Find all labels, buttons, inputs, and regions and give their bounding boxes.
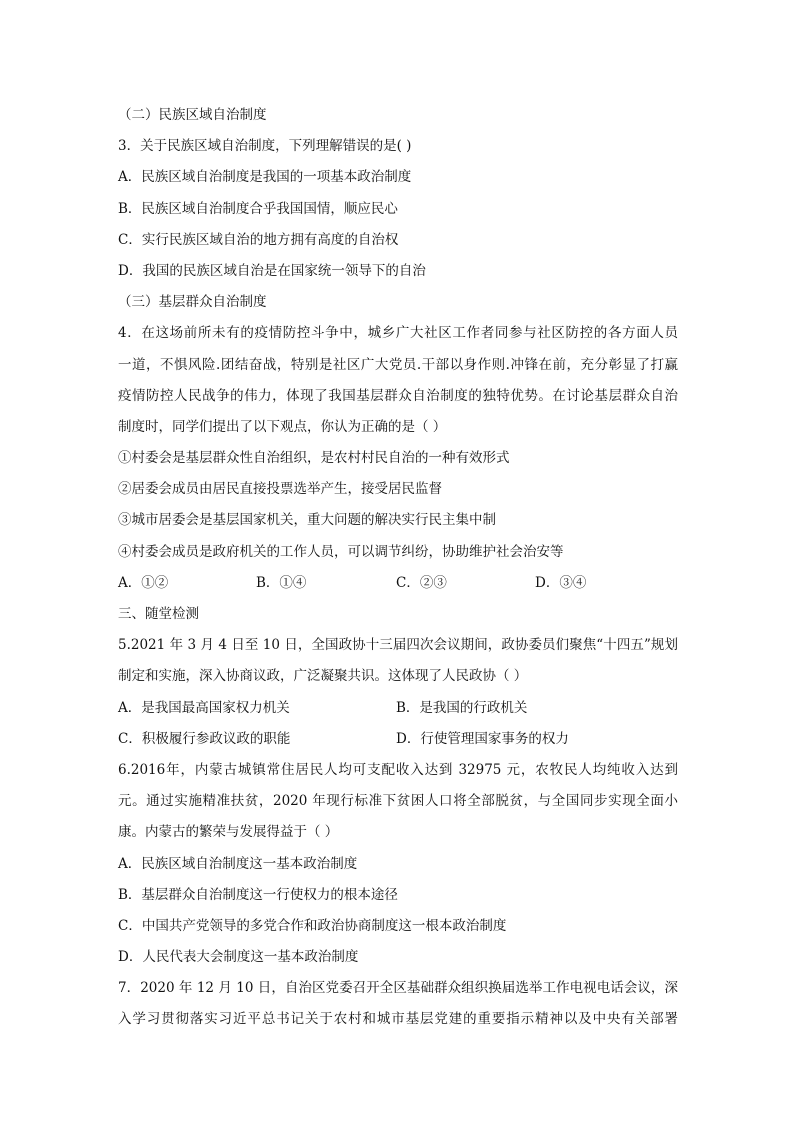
question-3-option-d: D．我国的民族区域自治是在国家统一领导下的自治 <box>118 262 426 279</box>
question-4-stem-line: 一道，不惧风险.团结奋战，特别是社区广大党员.干部以身作则.冲锋在前，充分彰显了打赢 <box>118 356 678 373</box>
question-7-stem-line: 7．2020 年 12 月 10 日，自治区党委召开全区基础群众组织换届选举工作电视电话会议，深 <box>118 980 678 997</box>
question-4-option-c: C．②③ <box>396 574 447 591</box>
question-3-stem: 3．关于民族区域自治制度，下列理解错误的是( ) <box>118 138 412 155</box>
question-4-stem-line: 疫情防控人民战争的伟力，体现了我国基层群众自治制度的独特优势。在讨论基层群众自治 <box>118 387 678 404</box>
question-4-stem-line: 制度时，同学们提出了以下观点，你认为正确的是（ ） <box>118 418 447 435</box>
question-4-option-d: D．③④ <box>535 574 587 591</box>
question-4-statement: ④村委会成员是政府机关的工作人员，可以调节纠纷，协助维护社会治安等 <box>118 543 564 560</box>
question-5-options-row <box>118 724 678 755</box>
question-6-stem-line: 康。内蒙古的繁荣与发展得益于（ ） <box>118 824 339 841</box>
question-7-stem-line: 入学习贯彻落实习近平总书记关于农村和城市基层党建的重要指示精神以及中央有关部署 <box>118 1011 678 1028</box>
section-heading: （二）民族区域自治制度 <box>118 107 267 123</box>
question-5-stem-line: 制定和实施，深入协商议政，广泛凝聚共识。这体现了人民政协（ ） <box>118 668 528 685</box>
question-5-stem-line: 5.2021 年 3 月 4 日至 10 日，全国政协十三届四次会议期间，政协委员们聚焦“十四五”规划 <box>118 637 678 654</box>
question-3-option-a: A．民族区域自治制度是我国的一项基本政治制度 <box>118 169 412 186</box>
question-5-option-a: A．是我国最高国家权力机关 <box>118 699 290 716</box>
question-3-option-b: B．民族区域自治制度合乎我国国情，顺应民心 <box>118 200 398 217</box>
question-4-options <box>118 568 678 599</box>
question-4-statement: ①村委会是基层群众性自治组织，是农村村民自治的一种有效形式 <box>118 450 510 467</box>
question-4-stem-line: 4．在这场前所未有的疫情防控斗争中，城乡广大社区工作者同参与社区防控的各方面人员 <box>118 325 678 342</box>
question-6-stem-line: 元。通过实施精准扶贫，2020 年现行标准下贫困人口将全部脱贫，与全国同步实现全面小 <box>118 793 678 810</box>
document-content <box>118 100 678 1036</box>
section-heading: （三）基层群众自治制度 <box>118 294 267 311</box>
question-4-statement: ③城市居委会是基层国家机关，重大问题的解决实行民主集中制 <box>118 512 496 529</box>
question-6-option-b: B．基层群众自治制度这一行使权力的根本途径 <box>118 886 398 903</box>
question-5-option-d: D．行使管理国家事务的权力 <box>396 730 569 747</box>
question-6-option-d: D．人民代表大会制度这一基本政治制度 <box>118 949 359 966</box>
question-4-option-b: B．①④ <box>256 574 307 591</box>
question-5-options-row <box>118 693 678 724</box>
question-3-option-c: C．实行民族区域自治的地方拥有高度的自治权 <box>118 231 399 248</box>
question-5-option-c: C．积极履行参政议政的职能 <box>118 730 291 747</box>
question-4-option-a: A．①② <box>118 574 169 591</box>
part-heading: 三、随堂检测 <box>118 606 199 622</box>
question-5-option-b: B．是我国的行政机关 <box>396 699 528 716</box>
question-4-statement: ②居委会成员由居民直接投票选举产生，接受居民监督 <box>118 481 442 498</box>
question-6-option-c: C．中国共产党领导的多党合作和政治协商制度这一根本政治制度 <box>118 917 507 934</box>
question-6-stem-line: 6.2016年，内蒙古城镇常住居民人均可支配收入达到 32975 元，农牧民人均纯收入达到 <box>118 761 678 778</box>
question-6-option-a: A．民族区域自治制度这一基本政治制度 <box>118 855 358 872</box>
